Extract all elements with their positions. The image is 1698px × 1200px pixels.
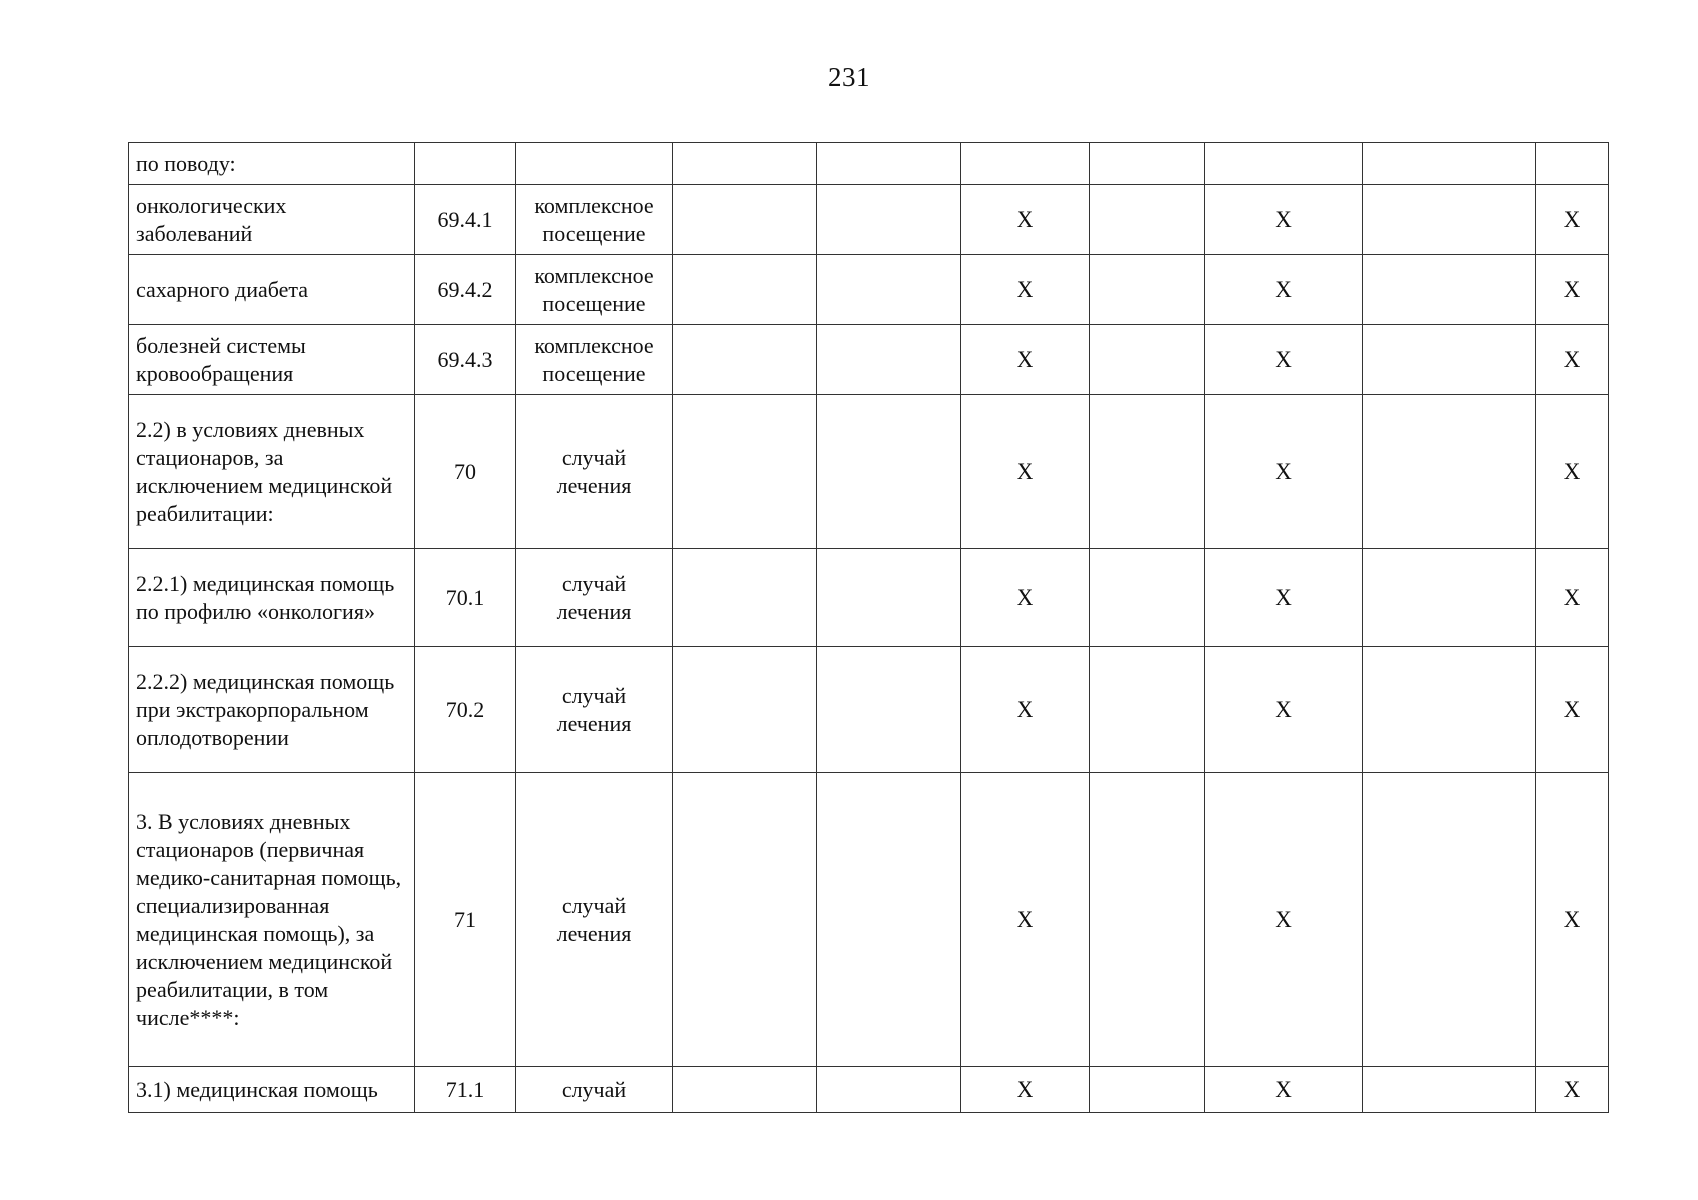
table-body (129, 143, 1609, 1113)
row-col-10-cell: X (1536, 1067, 1609, 1113)
row-code-cell: 70 (415, 395, 516, 549)
row-col-5-cell (817, 773, 961, 1067)
row-col-4-cell (673, 1067, 817, 1113)
row-col-8-cell: X (1205, 395, 1363, 549)
row-col-4-cell (673, 395, 817, 549)
row-col-10-cell: X (1536, 549, 1609, 647)
row-unit-cell: случай лечения (516, 395, 673, 549)
row-col-6-cell: X (961, 773, 1090, 1067)
row-col-6-cell (961, 143, 1090, 185)
row-col-6-cell: X (961, 395, 1090, 549)
row-col-10-cell: X (1536, 325, 1609, 395)
row-unit-cell: комплексное посещение (516, 255, 673, 325)
row-col-9-cell (1363, 143, 1536, 185)
table-row (129, 647, 1609, 773)
row-code-cell: 71.1 (415, 1067, 516, 1113)
row-unit-cell (516, 143, 673, 185)
row-col-4-cell (673, 185, 817, 255)
row-name-cell: онкологических заболеваний (129, 185, 415, 255)
row-unit-cell: случай (516, 1067, 673, 1113)
row-code-cell: 70.2 (415, 647, 516, 773)
row-col-5-cell (817, 549, 961, 647)
row-code-cell (415, 143, 516, 185)
table-row (129, 185, 1609, 255)
row-col-7-cell (1090, 773, 1205, 1067)
row-col-10-cell: X (1536, 255, 1609, 325)
row-col-4-cell (673, 647, 817, 773)
row-col-6-cell: X (961, 549, 1090, 647)
table-row (129, 1067, 1609, 1113)
row-col-5-cell (817, 255, 961, 325)
data-table (128, 142, 1609, 1113)
row-unit-cell: случай лечения (516, 647, 673, 773)
row-col-10-cell: X (1536, 185, 1609, 255)
row-col-5-cell (817, 325, 961, 395)
row-col-5-cell (817, 647, 961, 773)
row-col-10-cell: X (1536, 395, 1609, 549)
row-col-7-cell (1090, 325, 1205, 395)
row-col-7-cell (1090, 395, 1205, 549)
row-col-5-cell (817, 185, 961, 255)
row-col-4-cell (673, 773, 817, 1067)
row-name-cell: болезней системы кровообращения (129, 325, 415, 395)
row-col-9-cell (1363, 395, 1536, 549)
row-col-4-cell (673, 143, 817, 185)
row-unit-cell: случай лечения (516, 549, 673, 647)
row-col-8-cell: X (1205, 325, 1363, 395)
row-col-7-cell (1090, 549, 1205, 647)
row-col-6-cell: X (961, 185, 1090, 255)
page-number: 231 (828, 62, 870, 92)
row-col-9-cell (1363, 1067, 1536, 1113)
row-col-8-cell: X (1205, 549, 1363, 647)
row-col-7-cell (1090, 255, 1205, 325)
row-col-4-cell (673, 549, 817, 647)
row-col-7-cell (1090, 647, 1205, 773)
row-col-9-cell (1363, 255, 1536, 325)
row-col-9-cell (1363, 773, 1536, 1067)
row-unit-cell: комплексное посещение (516, 325, 673, 395)
row-col-5-cell (817, 143, 961, 185)
row-name-cell: сахарного диабета (129, 255, 415, 325)
row-col-8-cell (1205, 143, 1363, 185)
row-code-cell: 69.4.2 (415, 255, 516, 325)
table-row (129, 773, 1609, 1067)
row-col-6-cell: X (961, 325, 1090, 395)
row-col-10-cell: X (1536, 773, 1609, 1067)
row-col-8-cell: X (1205, 185, 1363, 255)
row-unit-cell: комплексное посещение (516, 185, 673, 255)
row-name-cell: 2.2.1) медицинская помощь по профилю «онкология» (129, 549, 415, 647)
row-name-cell: 2.2.2) медицинская помощь при экстракорпоральном оплодотворении (129, 647, 415, 773)
row-col-5-cell (817, 1067, 961, 1113)
row-name-cell: 3. В условиях дневных стационаров (первичная медико-санитарная помощь, специализированная медицинская помощь), за исключением медицинской реабилитации, в том числе****: (129, 773, 415, 1067)
row-col-6-cell: X (961, 647, 1090, 773)
row-name-cell: 3.1) медицинская помощь (129, 1067, 415, 1113)
row-code-cell: 71 (415, 773, 516, 1067)
row-col-7-cell (1090, 1067, 1205, 1113)
row-col-6-cell: X (961, 1067, 1090, 1113)
row-col-4-cell (673, 325, 817, 395)
row-col-5-cell (817, 395, 961, 549)
row-code-cell: 69.4.3 (415, 325, 516, 395)
row-col-10-cell: X (1536, 647, 1609, 773)
row-col-8-cell: X (1205, 647, 1363, 773)
table-row (129, 549, 1609, 647)
row-col-7-cell (1090, 185, 1205, 255)
row-col-9-cell (1363, 647, 1536, 773)
row-col-9-cell (1363, 325, 1536, 395)
row-col-8-cell: X (1205, 1067, 1363, 1113)
row-col-7-cell (1090, 143, 1205, 185)
row-col-8-cell: X (1205, 255, 1363, 325)
row-col-10-cell (1536, 143, 1609, 185)
row-col-6-cell: X (961, 255, 1090, 325)
row-col-9-cell (1363, 185, 1536, 255)
table-row (129, 325, 1609, 395)
row-name-cell: по поводу: (129, 143, 415, 185)
row-col-4-cell (673, 255, 817, 325)
table-row (129, 143, 1609, 185)
table-row (129, 395, 1609, 549)
row-unit-cell: случай лечения (516, 773, 673, 1067)
row-code-cell: 69.4.1 (415, 185, 516, 255)
row-col-8-cell: X (1205, 773, 1363, 1067)
row-name-cell: 2.2) в условиях дневных стационаров, за исключением медицинской реабилитации: (129, 395, 415, 549)
row-col-9-cell (1363, 549, 1536, 647)
row-code-cell: 70.1 (415, 549, 516, 647)
table-row (129, 255, 1609, 325)
